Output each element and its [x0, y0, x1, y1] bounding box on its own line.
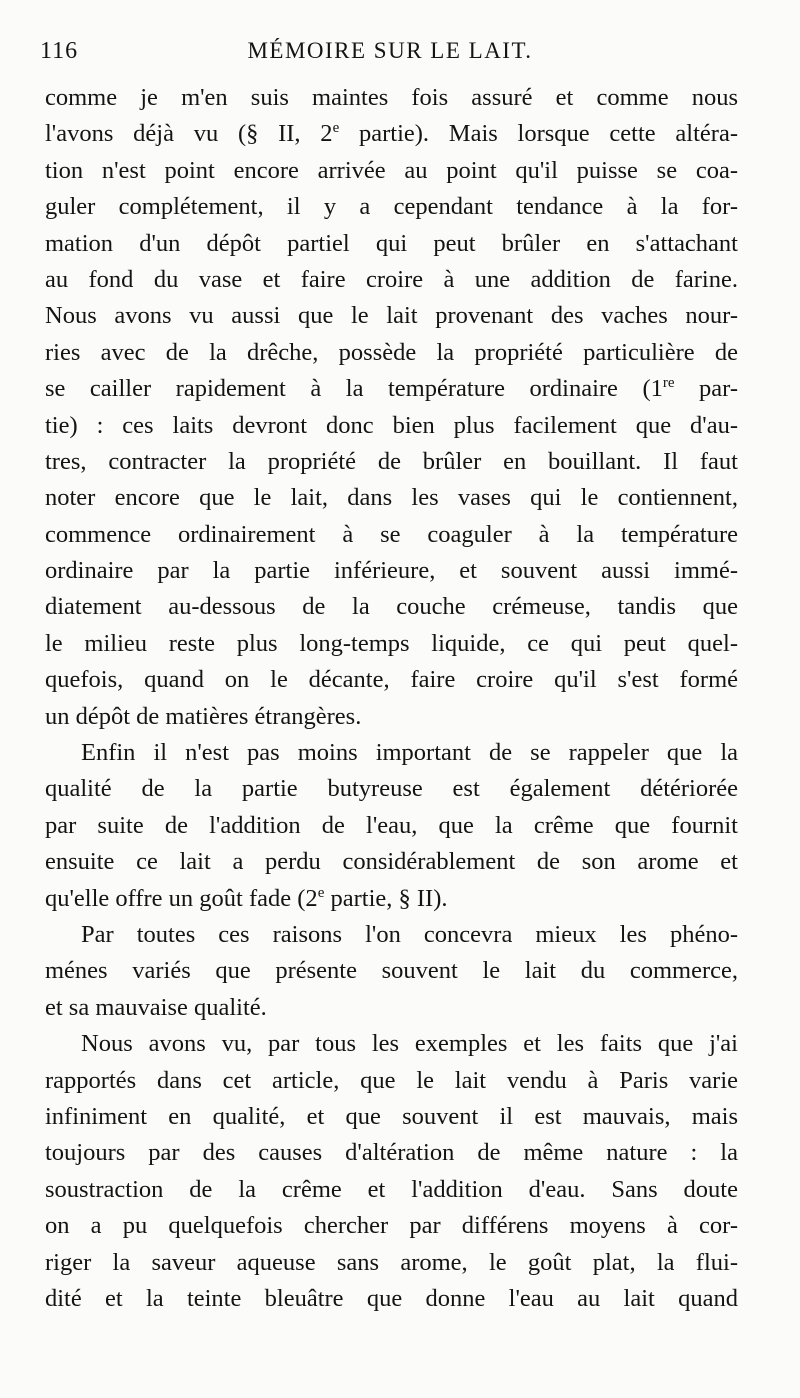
text-line [45, 1099, 738, 1135]
line-text: dité et la teinte bleuâtre que donne l'eau au lait quand [45, 1284, 738, 1312]
line-text: on a pu quelquefois chercher par différens moyens à cor- [45, 1212, 738, 1240]
line-text: Enfin il n'est pas moins important de se rappeler que la [81, 739, 738, 767]
text-line [45, 662, 738, 698]
text-line [45, 699, 738, 735]
text-line [45, 953, 738, 989]
line-text: noter encore que le lait, dans les vases qui le contiennent, [45, 484, 738, 512]
line-text: ensuite ce lait a perdu considérablement de son arome et [45, 848, 738, 876]
text-line [45, 408, 738, 444]
line-text: ries avec de la drêche, possède la propriété particulière de [45, 338, 738, 366]
line-text: tie) : ces laits devront donc bien plus facilement que d'au- [45, 411, 738, 439]
text-line [45, 517, 738, 553]
superscript: e [332, 120, 340, 137]
page-header [40, 38, 740, 74]
text-line [45, 1208, 738, 1244]
text-line [45, 553, 738, 589]
line-text: ordinaire par la partie inférieure, et souvent aussi immé- [45, 557, 738, 585]
line-text: l'avons déjà vu (§ II, 2 [45, 120, 333, 148]
paragraph [45, 917, 738, 1026]
text-line [45, 881, 738, 917]
text-line [45, 1135, 738, 1171]
text-line [45, 735, 738, 771]
text-line [45, 480, 738, 516]
line-text: tres, contracter la propriété de brûler en bouillant. Il faut [45, 447, 738, 475]
text-line [45, 444, 738, 480]
text-line [45, 917, 738, 953]
page-number: 116 [40, 38, 79, 64]
paragraph [45, 1026, 738, 1317]
text-line [45, 153, 738, 189]
line-text: par suite de l'addition de l'eau, que la crême que fournit [45, 811, 738, 839]
text-line [45, 335, 738, 371]
line-text: soustraction de la crême et l'addition d'eau. Sans doute [45, 1175, 738, 1203]
text-line [45, 626, 738, 662]
line-text: riger la saveur aqueuse sans arome, le goût plat, la flui- [45, 1248, 738, 1276]
text-line [45, 371, 738, 407]
line-text: le milieu reste plus long-temps liquide, ce qui peut quel- [45, 629, 738, 657]
line-text: guler complétement, il y a cependant tendance à la for- [45, 193, 738, 221]
text-line [45, 771, 738, 807]
line-text: ménes variés que présente souvent le lait du commerce, [45, 957, 738, 985]
line-text: rapportés dans cet article, que le lait vendu à Paris varie [45, 1066, 738, 1094]
line-text: mation d'un dépôt partiel qui peut brûler en s'attachant [45, 229, 738, 257]
paragraph [45, 735, 738, 917]
text-line [45, 1026, 738, 1062]
line-text-continued: partie, § II). [324, 884, 448, 912]
text-line [45, 589, 738, 625]
line-text: se cailler rapidement à la température ordinaire (1 [45, 375, 663, 403]
text-line [45, 116, 738, 152]
text-line [45, 808, 738, 844]
body-text [45, 80, 738, 1317]
text-line [45, 844, 738, 880]
line-text: quefois, quand on le décante, faire croire qu'il s'est formé [45, 666, 738, 694]
running-head: MÉMOIRE SUR LE LAIT. [247, 38, 533, 63]
text-line [45, 1172, 738, 1208]
line-text: au fond du vase et faire croire à une addition de farine. [45, 265, 738, 293]
line-text: et sa mauvaise qualité. [45, 993, 267, 1021]
line-text: Par toutes ces raisons l'on concevra mieux les phéno- [81, 920, 738, 948]
line-text: tion n'est point encore arrivée au point qu'il puisse se coa- [45, 156, 738, 184]
line-text-continued: partie). Mais lorsque cette altéra- [339, 120, 738, 148]
line-text-continued: par- [674, 375, 738, 403]
text-line [45, 1281, 738, 1317]
text-line [45, 990, 738, 1026]
line-text: qu'elle offre un goût fade (2 [45, 884, 318, 912]
line-text: Nous avons vu aussi que le lait provenant des vaches nour- [45, 302, 738, 330]
text-line [45, 226, 738, 262]
paragraph [45, 80, 738, 735]
text-line [45, 1245, 738, 1281]
superscript: re [662, 375, 675, 392]
line-text: qualité de la partie butyreuse est également détériorée [45, 775, 738, 803]
line-text: infiniment en qualité, et que souvent il est mauvais, mais [45, 1102, 738, 1130]
line-text: Nous avons vu, par tous les exemples et les faits que j'ai [81, 1030, 738, 1058]
text-line [45, 189, 738, 225]
line-text: comme je m'en suis maintes fois assuré et comme nous [45, 84, 738, 111]
text-line [45, 1063, 738, 1099]
line-text: commence ordinairement à se coaguler à la température [45, 520, 738, 548]
line-text: toujours par des causes d'altération de même nature : la [45, 1139, 738, 1167]
line-text: diatement au-dessous de la couche crémeuse, tandis que [45, 593, 738, 621]
line-text: un dépôt de matières étrangères. [45, 702, 362, 730]
text-line [45, 80, 738, 116]
text-line [45, 298, 738, 334]
text-line [45, 262, 738, 298]
superscript: e [317, 884, 325, 901]
